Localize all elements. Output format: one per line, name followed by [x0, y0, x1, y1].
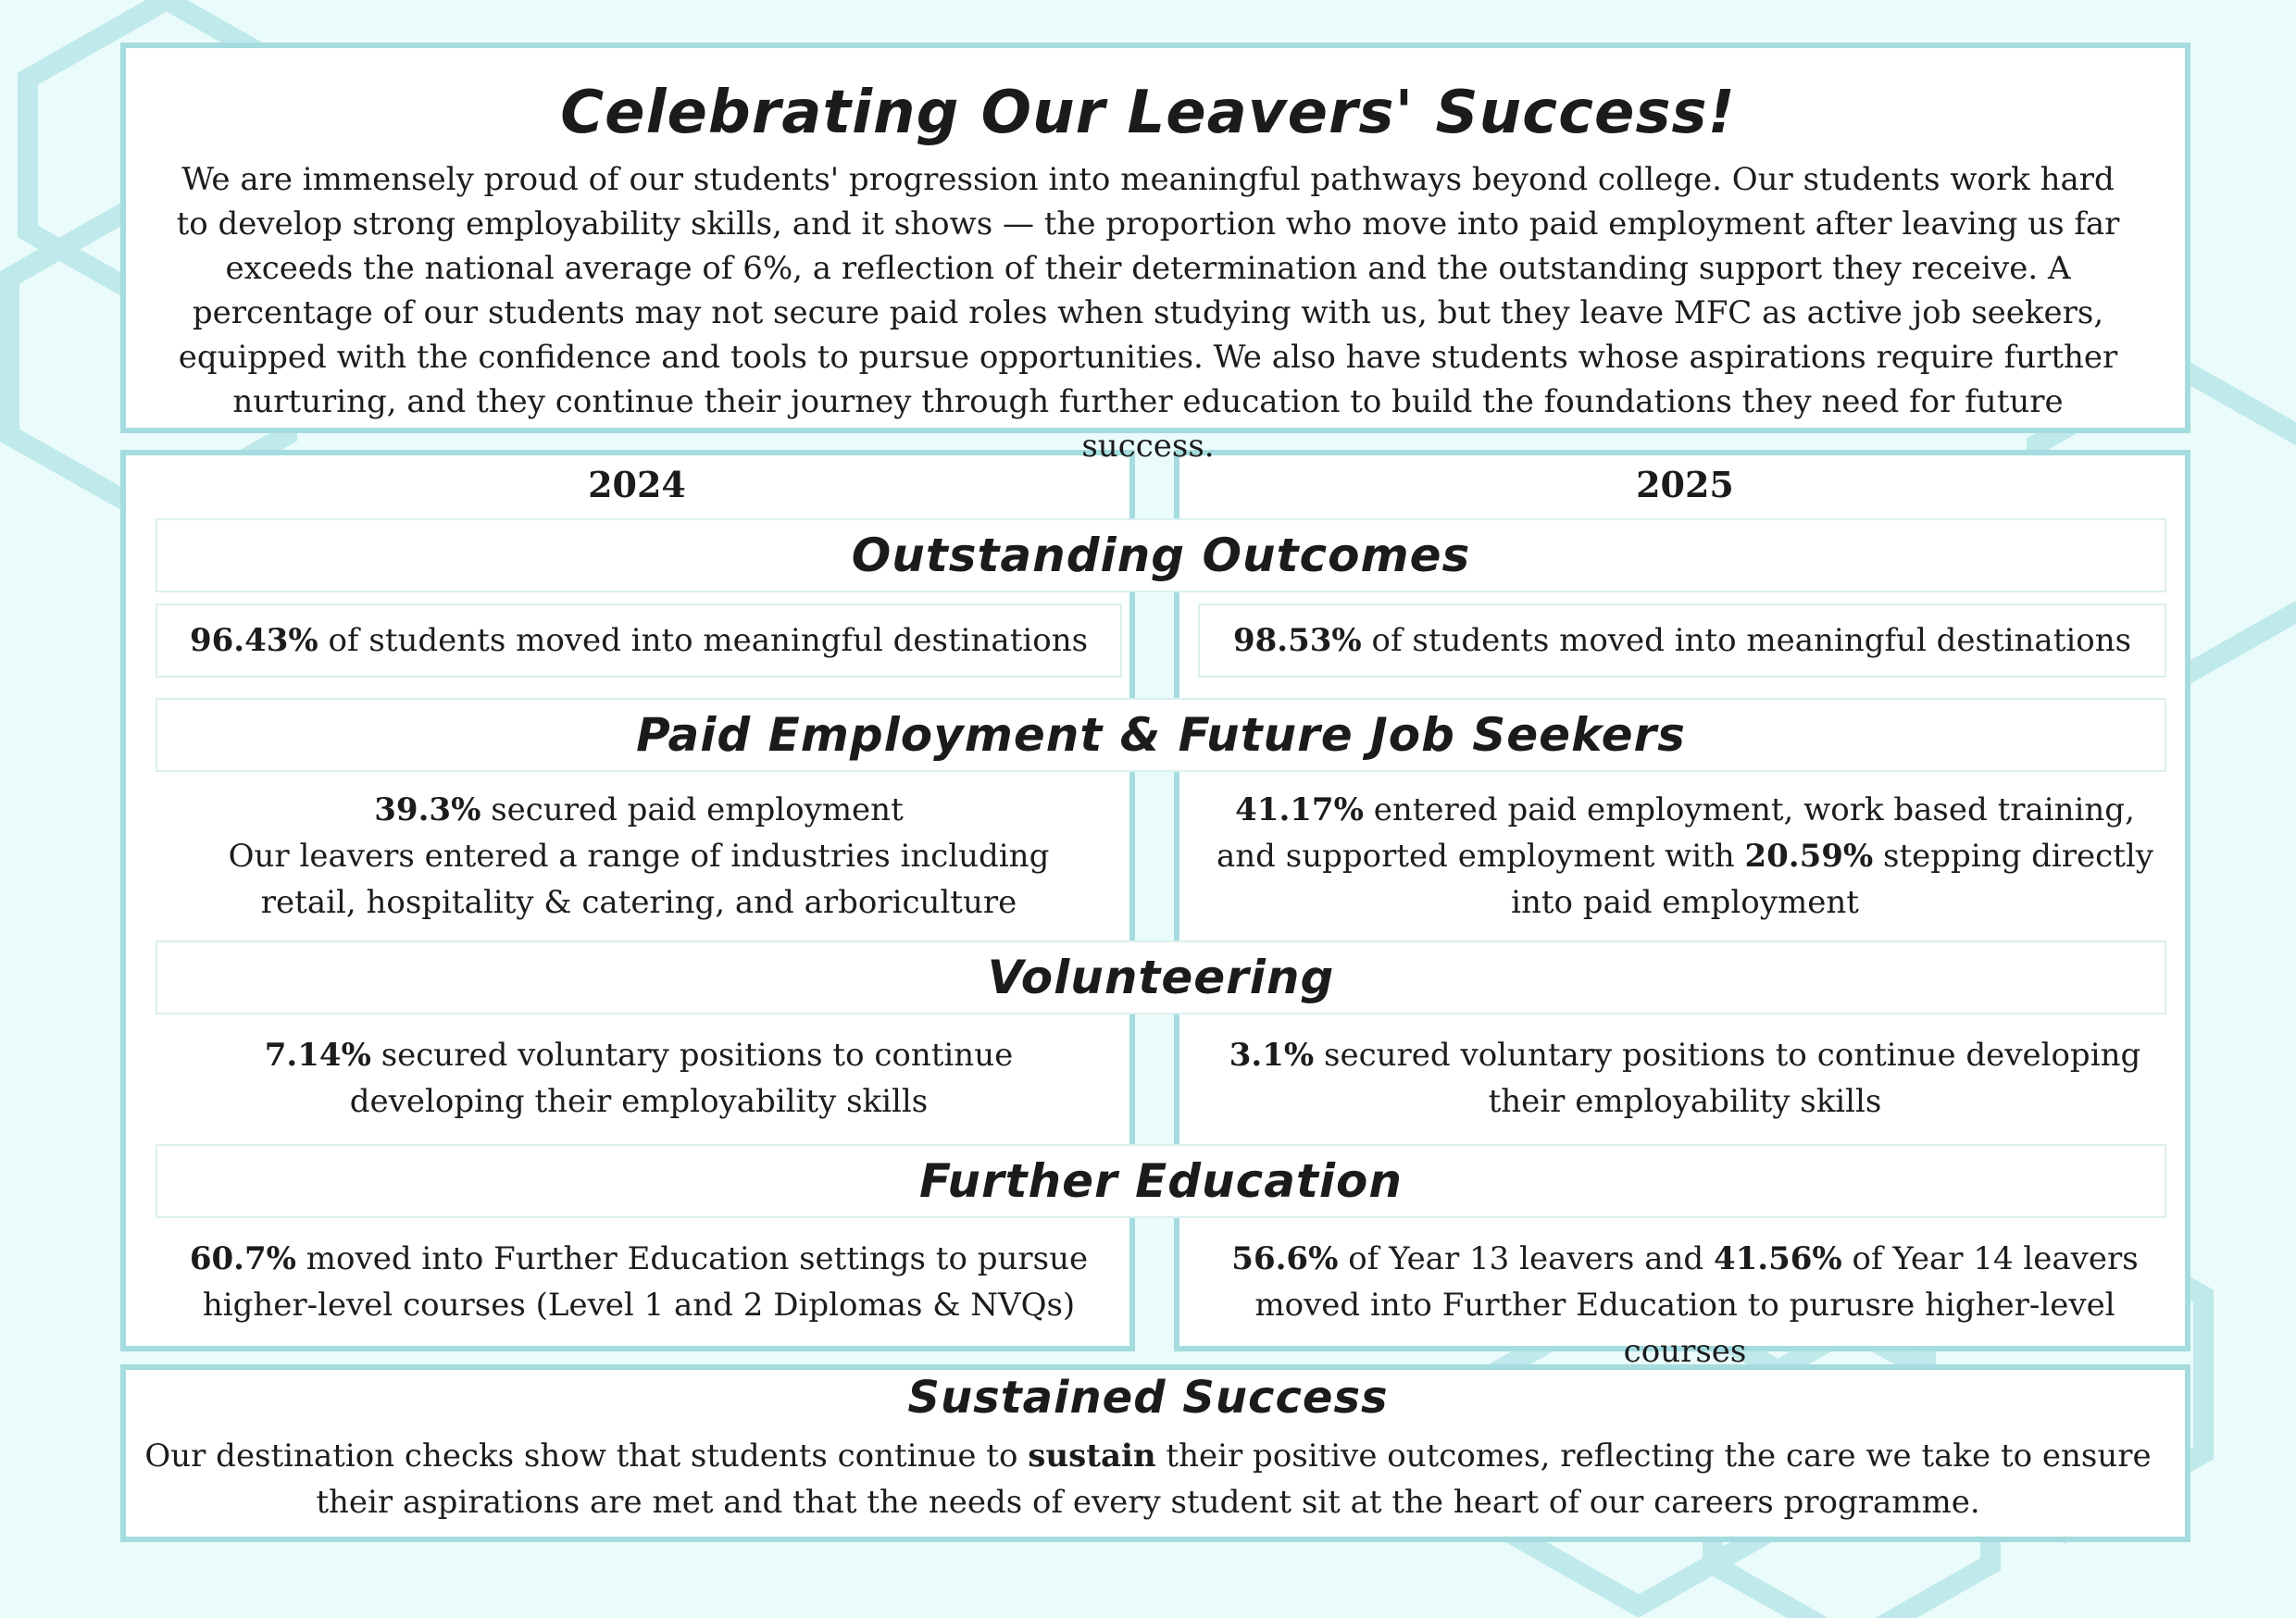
volunteering-2025-text: secured voluntary positions to continue developing their employability skills: [1314, 1037, 2141, 1120]
section-heading-volunteering: [156, 940, 2166, 1014]
employment-2024-label: secured paid employment: [480, 791, 904, 828]
further-education-2025: [1204, 1236, 2166, 1375]
sustained-success-title: Sustained Success: [907, 1372, 1389, 1424]
section-heading-volunteering-text: Volunteering: [987, 951, 1335, 1004]
sustained-success-text: [139, 1433, 2157, 1525]
year-label-2025: 2025: [1636, 464, 1734, 505]
employment-2024: [176, 787, 1102, 926]
volunteering-2024: [176, 1032, 1102, 1125]
employment-2025-text-b: stepping directly into paid employment: [1511, 838, 2153, 921]
section-heading-outcomes-text: Outstanding Outcomes: [851, 529, 1471, 582]
sustained-success-text-b: their positive outcomes, reflecting the care we take to ensure their aspirations are met and that the needs of every student sit at the heart of our careers programme.: [316, 1438, 2152, 1521]
further-education-2024: [176, 1236, 1102, 1328]
employment-2025-text-a: entered paid employment, work based training, and supported employment with: [1217, 791, 2135, 875]
employment-2025-value: 41.17%: [1235, 791, 1364, 828]
section-heading-employment: [156, 698, 2166, 772]
outcomes-2024-label: of students moved into meaningful destinations: [318, 622, 1089, 659]
further-education-2024-value: 60.7%: [189, 1240, 296, 1277]
section-heading-outcomes: [156, 518, 2166, 592]
outcomes-2025-label: of students moved into meaningful destinations: [1361, 622, 2132, 659]
year-label-2024: 2024: [588, 464, 686, 505]
outcomes-2024-text: [190, 622, 1088, 659]
employment-2025: [1204, 787, 2166, 926]
further-education-2024-text: moved into Further Education settings to pursue higher-level courses (Level 1 and 2 Diplomas & NVQs): [202, 1240, 1089, 1324]
employment-2024-value: 39.3%: [374, 791, 481, 828]
outcomes-2025-box: [1198, 604, 2166, 678]
volunteering-2024-value: 7.14%: [264, 1037, 371, 1074]
employment-2025-value2: 20.59%: [1744, 838, 1874, 875]
further-education-2025-text-b: of Year 14 leavers moved into Further Education to purusre higher-level courses: [1254, 1240, 2139, 1370]
further-education-2025-value2: 41.56%: [1713, 1240, 1842, 1277]
sustained-success-text-a: Our destination checks show that students continue to: [144, 1438, 1029, 1475]
volunteering-2025-value: 3.1%: [1229, 1037, 1315, 1074]
volunteering-2024-text: secured voluntary positions to continue developing their employability skills: [349, 1037, 1014, 1120]
section-heading-further-education-text: Further Education: [918, 1154, 1403, 1208]
section-heading-employment-text: Paid Employment & Future Job Seekers: [636, 708, 1686, 762]
outcomes-2025-text: [1233, 622, 2131, 659]
intro-paragraph: We are immensely proud of our students' progression into meaningful pathways beyond college. Our students work hard to develop strong employability skills, and it shows — the proportion who move into paid employment after leaving us far exceeds the national average of 6%, a reflection of their determination and the outstanding support they receive. A percentage of our students may not secure paid roles when studying with us, but they leave MFC as active job seekers, equipped with the confidence and tools to pursue opportunities. We also have students whose aspirations require further nurturing, and they continue their journey through further education to build the foundations they need for future success.: [176, 161, 2120, 465]
outcomes-2024-value: 96.43%: [189, 622, 318, 659]
employment-2024-line1: [176, 787, 1102, 833]
sustained-success-emphasis: sustain: [1028, 1438, 1156, 1475]
section-heading-further-education: [156, 1144, 2166, 1218]
employment-2024-line2: Our leavers entered a range of industries including retail, hospitality & catering, and arboriculture: [228, 838, 1050, 921]
further-education-2025-text-a: of Year 13 leavers and: [1338, 1240, 1714, 1277]
further-education-2025-value: 56.6%: [1231, 1240, 1339, 1277]
outcomes-2024-box: [156, 604, 1122, 678]
outcomes-2025-value: 98.53%: [1232, 622, 1362, 659]
volunteering-2025: [1204, 1032, 2166, 1125]
page-title: Celebrating Our Leavers' Success!: [560, 79, 1736, 147]
